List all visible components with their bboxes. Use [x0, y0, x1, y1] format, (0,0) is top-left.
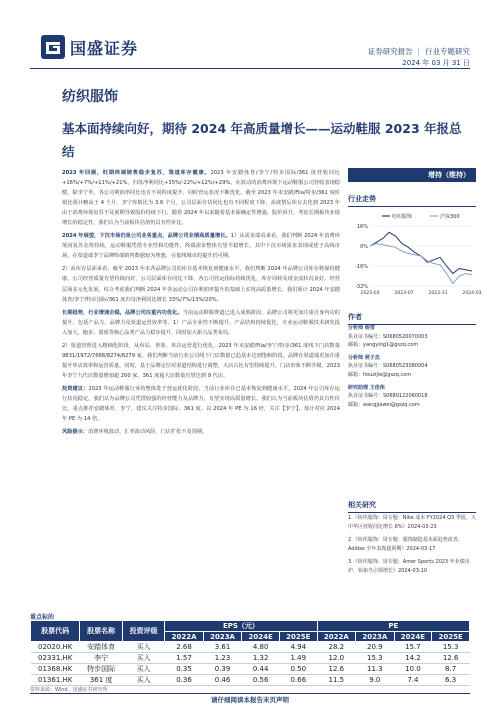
legend-label: 沪深300 — [440, 214, 460, 220]
paragraph-lead: 2024 年展望，下沉市场仍是公司业务重点，品牌公司业绩高质量增长。 — [62, 233, 231, 240]
body-paragraph — [62, 308, 340, 338]
table-cell: 4.94 — [279, 642, 317, 653]
table-cell: 7.4 — [394, 675, 432, 686]
series-line — [370, 232, 472, 273]
table-cell: 3.61 — [203, 642, 241, 653]
table-cell: 20.9 — [356, 642, 394, 653]
body-paragraph — [62, 168, 340, 228]
related-item[interactable]: 1.《纺织服饰：周专题：Nike 成本 FY2024 Q3 季报，大中华区营收同比增长 6%》2024-03-23 — [348, 515, 476, 530]
table-cell: 特步国际 — [80, 664, 122, 675]
x-tick-label: 2023-07 — [394, 291, 414, 296]
column-header: EPS（元） — [165, 621, 317, 632]
report-body — [62, 168, 340, 440]
table-cell: 安踏体育 — [80, 642, 122, 653]
brand-name: 国盛证券 — [70, 38, 139, 58]
x-tick-label: 2023-11 — [428, 291, 448, 296]
table-cell: 买入 — [122, 675, 164, 686]
report-date: 2024 年 03 月 31 日 — [402, 59, 470, 67]
table-cell: 15.3 — [356, 653, 394, 664]
table-cell: 12.0 — [317, 653, 355, 664]
year-header: 2022A — [165, 632, 203, 642]
paragraph-lead: 投资建议： — [62, 385, 89, 392]
year-header: 2024E — [242, 632, 280, 642]
table-cell: 15.7 — [394, 642, 432, 653]
table-cell: 14.2 — [394, 653, 432, 664]
paragraph-text: 消费环境波动，汇率波动风险，门店扩张不及预期。 — [87, 429, 208, 436]
table-row — [31, 642, 470, 653]
year-header: 2023A — [356, 632, 394, 642]
table-cell: 11.5 — [317, 675, 355, 686]
body-paragraph — [62, 384, 340, 424]
table-cell: 10.0 — [394, 664, 432, 675]
footer-divider — [30, 693, 470, 694]
table-cell: 1.23 — [203, 653, 241, 664]
header-divider — [30, 68, 470, 69]
analyst-email[interactable]: 邮箱：wangjiawei@gszq.com — [348, 401, 420, 408]
paragraph-lead: 风险提示： — [62, 429, 88, 436]
table-cell: 11.3 — [356, 664, 394, 675]
table-cell: 李宁 — [80, 653, 122, 664]
column-header: 股票代码 — [31, 621, 80, 642]
series-line — [370, 244, 472, 284]
analyst-entry — [348, 324, 476, 350]
performance-chart — [348, 210, 482, 302]
table-cell: 0.56 — [242, 675, 280, 686]
table-cell: 15.3 — [432, 642, 470, 653]
paragraph-text: 2）从库存层面来看，截至 2023 年末各品牌公司的库存基本恢复到健康水平，我们判断 2024 年品牌公司库存将保持健康，公司经营质量有望持续向好。公司层面库存同比下降，各公司营运指标持续优化，库存周转及现金流状况良好。经营层面多元化发展，综合考虑我们判断 2024 年各运动公司在利润率提升的基础上实现高质量增长，我们预计 2024 年安踏体育/李宁/特步国际/361 度归母净利同比增长 33%/7%/13%/20%。 — [62, 266, 340, 303]
table-cell: 0.39 — [203, 664, 241, 675]
related-item[interactable]: 3.《纺织服饰：周专题：Amer Sports 2023 年业绩出炉，始祖鸟引领增长》2024-03-10 — [348, 559, 470, 574]
year-header: 2022A — [317, 632, 355, 642]
table-cell: 01368.HK — [31, 664, 80, 675]
table-cell: 01361.HK — [31, 675, 80, 686]
body-paragraph — [62, 231, 340, 261]
report-title: 基本面持续向好，期待 2024 年高质量增长——运动鞋服 2023 年报总结 — [62, 121, 462, 159]
table-cell: 12.6 — [317, 664, 355, 675]
year-header: 2025E — [279, 632, 317, 642]
analysts-title: 作者 — [348, 312, 476, 325]
rating-badge: 增持（维持） — [348, 168, 476, 182]
table-row — [31, 675, 470, 686]
analyst-cert: 执业证书编号：S0680122060018 — [348, 393, 428, 400]
paragraph-text: 2023 年安踏体育/李宁/特步国际/361 度营收同比+16%/+7%/+11%/+21%，归母净利同比+35%/-22%/+12%/+29%。在波动的消费环境下运动鞋服公司营收表现稳健，除李宁外，各公司利润率同比也有不同程度提升，同时营运状况不断优化。截至 2023 年末安踏/Fila/特步/361 度库销比预计略高于 4 个月，李宁库销比为 3.6 个月。公司层面存货同比也有不同程度下降，从疫情后库存去化到 2023 年由于消费环境复苏不及预期导致股价持续下行，随着 2024 年以来随着基本面确定性增强，股价回升，考虑长期板块业绩增长的稳定性，我们认为当前板块估值仍具有性价比。 — [62, 170, 340, 227]
brand-logo — [40, 34, 138, 60]
y-tick-label: 0% — [360, 243, 368, 250]
stocks-table — [30, 620, 470, 686]
year-header: 2023A — [203, 632, 241, 642]
table-cell: 0.66 — [279, 675, 317, 686]
table-source: 资料来源：Wind，国盛证券研究所 — [30, 687, 108, 693]
table-row — [31, 653, 470, 664]
y-tick-label: 16% — [356, 223, 368, 230]
table-cell: 0.36 — [165, 675, 203, 686]
footer-note: 请仔细阅读本报告末页声明 — [211, 696, 289, 704]
related-title: 相关研究 — [348, 500, 476, 513]
table-cell: 361 度 — [80, 675, 122, 686]
column-header: PE — [317, 621, 469, 632]
legend-label: 纺织服饰 — [392, 214, 413, 220]
column-header: 投资评级 — [122, 621, 164, 642]
table-cell: 买入 — [122, 642, 164, 653]
analyst-email[interactable]: 邮箱：houzijie@gszq.com — [348, 371, 412, 378]
table-header-row — [31, 621, 470, 632]
table-cell: 6.3 — [432, 675, 470, 686]
table-cell: 28.2 — [317, 642, 355, 653]
table-cell: 4.80 — [242, 642, 280, 653]
paragraph-text: 当前运动鞋服赛道已进入成熟阶段，品牌公司将更加注重自身内功的提升，包括产品力、品牌力及渠道运营效率等。1）产品专业性不断提升，产品结构持续优化，专业运动鞋服技术研发投入加大，跑步、篮球等核心品类产品力稳步提升，同时加大新兴品类布局。 — [62, 309, 340, 336]
year-header: 2024E — [394, 632, 432, 642]
table-cell: 买入 — [122, 653, 164, 664]
analyst-name: 研究助理 王佳伟 — [348, 384, 385, 391]
table-cell: 0.44 — [242, 664, 280, 675]
table-cell: 8.7 — [432, 664, 470, 675]
body-paragraph — [62, 341, 340, 381]
paragraph-text: 2023 年运动鞋服行业的整体处于营运优化阶段，当前行业库存已基本恢复到健康水平，2024 年公司库存运行状况稳定，我们认为品牌公司凭借较强的经营能力及品牌力，有望实现高质量增长。我们认为当前板块估值仍具有性价比，重点推荐安踏体育、李宁，建议关注特步国际、361 度。以 2024 年 PE 为 16 倍，关注【李宁】，预计对应 2024 年 PE 为 14 倍。 — [62, 385, 340, 423]
table-cell: 02331.HK — [31, 653, 80, 664]
analyst-entry — [348, 354, 476, 380]
perf-title: 行业走势 — [348, 194, 476, 207]
x-tick-label: 2023-03 — [360, 291, 380, 296]
related-item[interactable]: 2.《纺织服饰：周专题：服饰制造基本面趋势改善，Adidas 全年表现超预期》2024-03-17 — [348, 537, 463, 552]
table-cell: 9.0 — [356, 675, 394, 686]
analyst-name: 分析师 侯子杰 — [348, 354, 380, 361]
table-cell: 0.46 — [203, 675, 241, 686]
x-tick-label: 2024-03 — [462, 291, 482, 296]
analyst-cert: 执业证书编号：S0680523080004 — [348, 363, 428, 370]
analyst-name: 分析师 杨莹 — [348, 325, 375, 331]
paragraph-lead: 2023 年回顾，旺期终端销售稳步复苏，渠道库存健康。 — [62, 170, 211, 176]
sector-label: 纺织服饰 — [62, 89, 118, 105]
body-paragraph — [62, 427, 340, 437]
year-header: 2025E — [432, 632, 470, 642]
analyst-entry — [348, 384, 476, 410]
analyst-cert: 执业证书编号：S0680520070003 — [348, 333, 428, 340]
table-title: 重点标的 — [30, 614, 55, 621]
table-cell: 0.35 — [165, 664, 203, 675]
table-cell: 买入 — [122, 664, 164, 675]
analyst-email[interactable]: 邮箱：yangying1@gszq.com — [348, 342, 419, 349]
body-paragraph — [62, 264, 340, 304]
analyst-list — [348, 324, 476, 413]
related-list — [348, 514, 476, 581]
table-cell: 1.49 — [279, 653, 317, 664]
paragraph-text: 1）从需求端看来看，我们判断 2024 年消费环境因复苏态势持续，运动鞋服凭借专业性和功能性，终端需求整体有望平稳增长，其中下沉市场需求表现或优于高线市场，在渠道端李宁品牌终端销售数据较为理想，在低线城市的提升仍可期。 — [62, 233, 340, 260]
paragraph-lead: 长期趋势，行业增速企稳，品牌公司注重内功优化。 — [62, 309, 183, 316]
table-cell: 2.68 — [165, 642, 203, 653]
y-tick-label: -32% — [355, 283, 368, 290]
column-header: 股票名称 — [80, 621, 122, 642]
table-cell: 1.32 — [242, 653, 280, 664]
table-cell: 02020.HK — [31, 642, 80, 653]
table-cell: 0.50 — [279, 664, 317, 675]
gs-logo-icon — [40, 34, 66, 60]
paragraph-text: 2）渠道管理进入精细化阶段，从布局、形象、单店运营进行优化。2023 年末安踏/Fila/李宁/特步/361 度线下门店数量 9831/1972/7668/8274/8279 家，我们判断当前行业公司线下门店数量已趋基本达到饱和阶段。品牌在渠道端更加注重提升单店效率和运营质量。同时，基于品牌定位对渠道结构进行调整，大店占比有望持续提升，门店形象不断升级。2023 年李宁九代店数量增加超 200 家，361 度超大店数量有望达到 9 代店。 — [62, 342, 340, 379]
report-type: 证券研究报告 ｜ 行业专题研究 — [367, 47, 470, 56]
table-cell: 1.57 — [165, 653, 203, 664]
y-tick-label: -16% — [355, 263, 368, 270]
table-cell: 12.6 — [432, 653, 470, 664]
table-row — [31, 664, 470, 675]
